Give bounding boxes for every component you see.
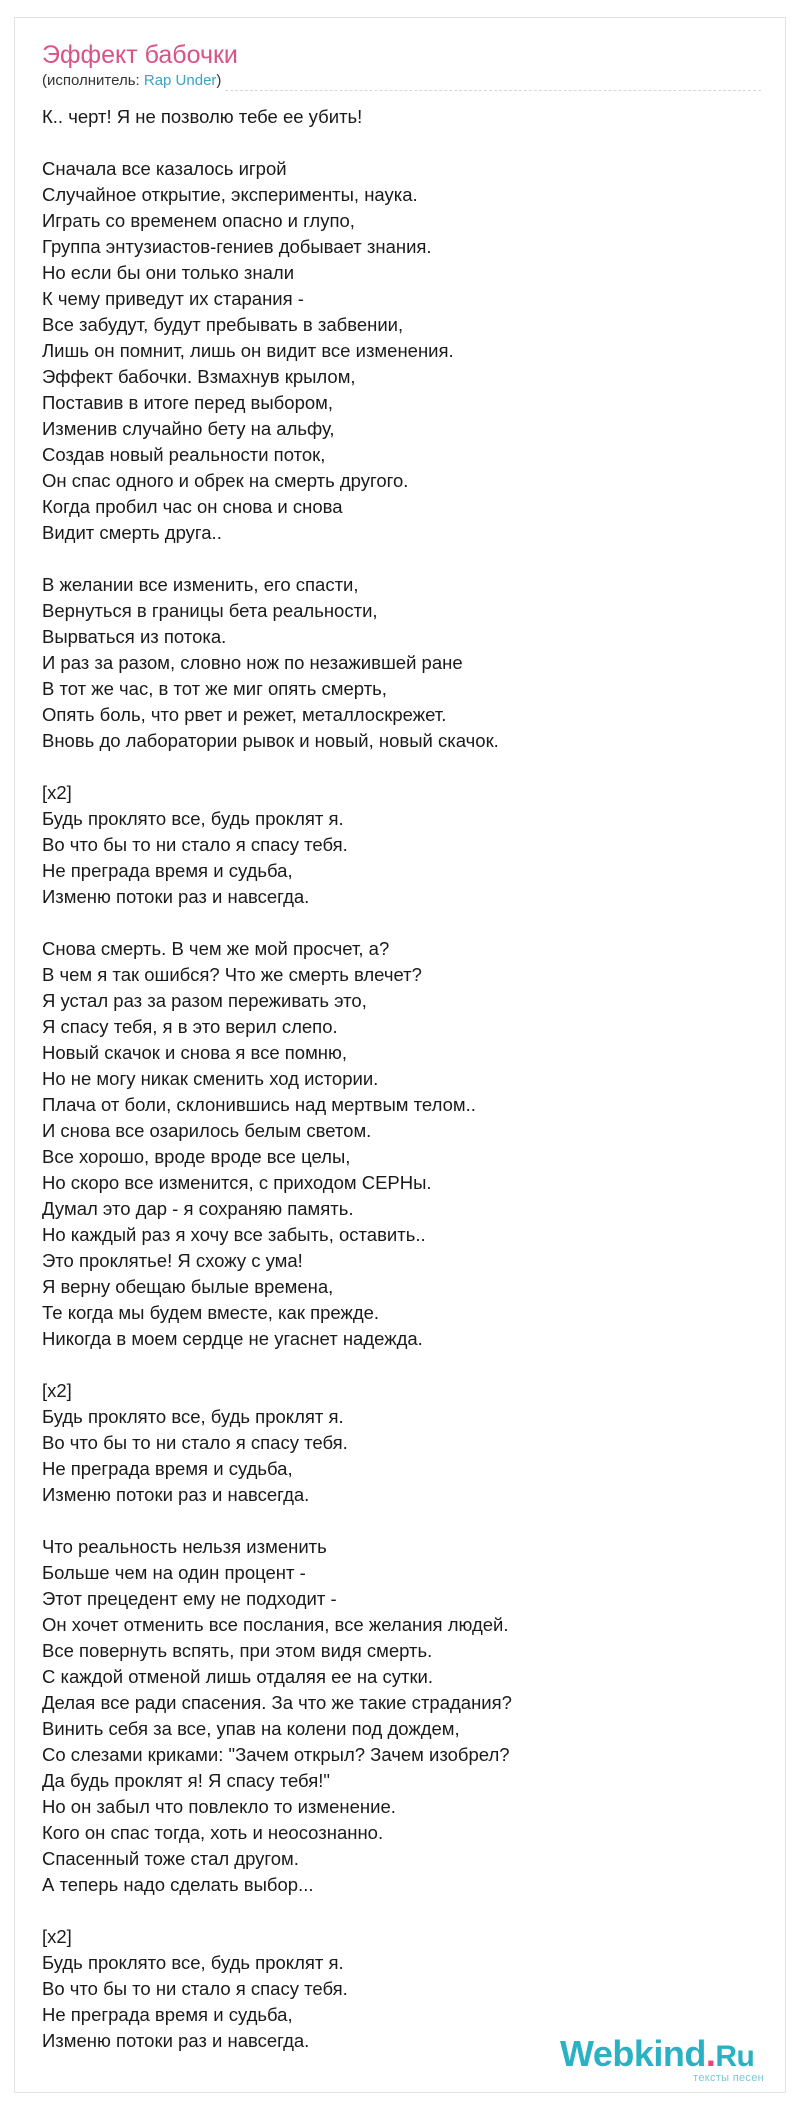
lyric-line: [x2] [42,1926,72,1947]
lyric-line: Не преграда время и судьба, [42,1458,293,1479]
lyric-line: Лишь он помнит, лишь он видит все изменения. [42,340,454,361]
logo-ru: Ru [715,2040,755,2073]
webkind-logo[interactable] [560,2033,772,2084]
lyric-line: И раз за разом, словно нож по незажившей ране [42,652,463,673]
lyric-line: Когда пробил час он снова и снова [42,496,343,517]
lyric-line: Видит смерть друга.. [42,522,222,543]
lyric-blank-line [42,1352,742,1378]
lyric-line: Вырваться из потока. [42,626,227,647]
logo-wordmark [560,2034,772,2077]
lyric-line: Со слезами криками: "Зачем открыл? Зачем изобрел? [42,1744,510,1765]
lyric-line: Не преграда время и судьба, [42,2004,293,2025]
lyric-line: Этот прецедент ему не подходит - [42,1588,337,1609]
lyric-line: [x2] [42,782,72,803]
lyric-line: Делая все ради спасения. За что же такие страдания? [42,1692,512,1713]
lyric-line: Это проклятье! Я схожу с ума! [42,1250,303,1271]
lyric-line: Вернуться в границы бета реальности, [42,600,378,621]
lyric-line: Будь проклято все, будь проклят я. [42,808,344,829]
artist-line [42,71,221,91]
lyric-line: А теперь надо сделать выбор... [42,1874,314,1895]
lyric-line: Но скоро все изменится, с приходом СЕРНы. [42,1172,432,1193]
lyric-line: К.. черт! Я не позволю тебе ее убить! [42,106,363,127]
lyric-line: Все забудут, будут пребывать в забвении, [42,314,404,335]
lyric-line: Вновь до лаборатории рывок и новый, новый скачок. [42,730,499,751]
lyric-blank-line [42,1898,742,1924]
lyric-line: Поставив в итоге перед выбором, [42,392,334,413]
lyric-line: Будь проклято все, будь проклят я. [42,1406,344,1427]
lyric-line: Все повернуть вспять, при этом видя смерть. [42,1640,433,1661]
lyric-line: Новый скачок и снова я все помню, [42,1042,348,1063]
lyric-line: Но он забыл что повлекло то изменение. [42,1796,396,1817]
lyric-line: Играть со временем опасно и глупо, [42,210,355,231]
lyric-line: Винить себя за все, упав на колени под дождем, [42,1718,460,1739]
artist-link[interactable]: Rap Under [143,72,217,89]
lyric-line: Изменю потоки раз и навсегда. [42,2030,310,2051]
lyric-blank-line [42,130,742,156]
lyric-line: Изменю потоки раз и навсегда. [42,1484,310,1505]
lyric-line: Снова смерть. В чем же мой просчет, а? [42,938,390,959]
lyric-line: Во что бы то ни стало я спасу тебя. [42,1432,348,1453]
lyric-line: Но не могу никак сменить ход истории. [42,1068,379,1089]
lyric-line: Группа энтузиастов-гениев добывает знания. [42,236,432,257]
lyric-line: Кого он спас тогда, хоть и неосознанно. [42,1822,384,1843]
lyric-line: Думал это дар - я сохраняю память. [42,1198,354,1219]
lyric-line: Спасенный тоже стал другом. [42,1848,299,1869]
lyric-line: Я устал раз за разом переживать это, [42,990,367,1011]
lyric-line: Но если бы они только знали [42,262,295,283]
lyric-line: Никогда в моем сердце не угаснет надежда. [42,1328,423,1349]
lyric-line: В тот же час, в тот же миг опять смерть, [42,678,387,699]
artist-suffix: ) [216,72,222,89]
lyric-line: Те когда мы будем вместе, как прежде. [42,1302,380,1323]
lyric-line: Сначала все казалось игрой [42,158,287,179]
lyric-line: Но каждый раз я хочу все забыть, оставить.. [42,1224,426,1245]
lyric-line: Опять боль, что рвет и режет, металлоскрежет. [42,704,447,725]
lyric-line: Все хорошо, вроде вроде все целы, [42,1146,351,1167]
lyric-line: Будь проклято все, будь проклят я. [42,1952,344,1973]
lyric-line: Плача от боли, склонившись над мертвым телом.. [42,1094,476,1115]
lyric-line: К чему приведут их старания - [42,288,304,309]
song-title: Эффект бабочки [42,41,238,69]
lyric-blank-line [42,1508,742,1534]
lyric-line: Больше чем на один процент - [42,1562,306,1583]
lyric-line: Создав новый реальности поток, [42,444,326,465]
lyric-line: Изменив случайно бету на альфу, [42,418,335,439]
lyric-line: [x2] [42,1380,72,1401]
title-divider [225,90,761,91]
lyrics-body [42,104,742,2054]
lyric-blank-line [42,754,742,780]
lyric-line: Эффект бабочки. Взмахнув крылом, [42,366,356,387]
lyric-line: Во что бы то ни стало я спасу тебя. [42,834,348,855]
lyric-line: Случайное открытие, эксперименты, наука. [42,184,418,205]
lyric-line: И снова все озарилось белым светом. [42,1120,372,1141]
logo-tagline: тексты песен [693,2072,764,2084]
lyric-line: Во что бы то ни стало я спасу тебя. [42,1978,348,1999]
lyric-line: В чем я так ошибся? Что же смерть влечет? [42,964,422,985]
lyric-line: Изменю потоки раз и навсегда. [42,886,310,907]
lyric-line: С каждой отменой лишь отдаляя ее на сутки. [42,1666,434,1687]
lyric-line: Не преграда время и судьба, [42,860,293,881]
logo-web: Webkind [560,2033,706,2074]
lyric-line: Да будь проклят я! Я спасу тебя!" [42,1770,330,1791]
lyric-blank-line [42,546,742,572]
lyric-blank-line [42,910,742,936]
logo-dot: . [705,2033,716,2074]
lyric-line: В желании все изменить, его спасти, [42,574,359,595]
lyric-line: Он спас одного и обрек на смерть другого. [42,470,409,491]
lyric-line: Что реальность нельзя изменить [42,1536,327,1557]
lyric-line: Я спасу тебя, я в это верил слепо. [42,1016,338,1037]
lyric-line: Я верну обещаю былые времена, [42,1276,334,1297]
artist-prefix: (исполнитель: [42,72,144,89]
lyric-line: Он хочет отменить все послания, все желания людей. [42,1614,509,1635]
